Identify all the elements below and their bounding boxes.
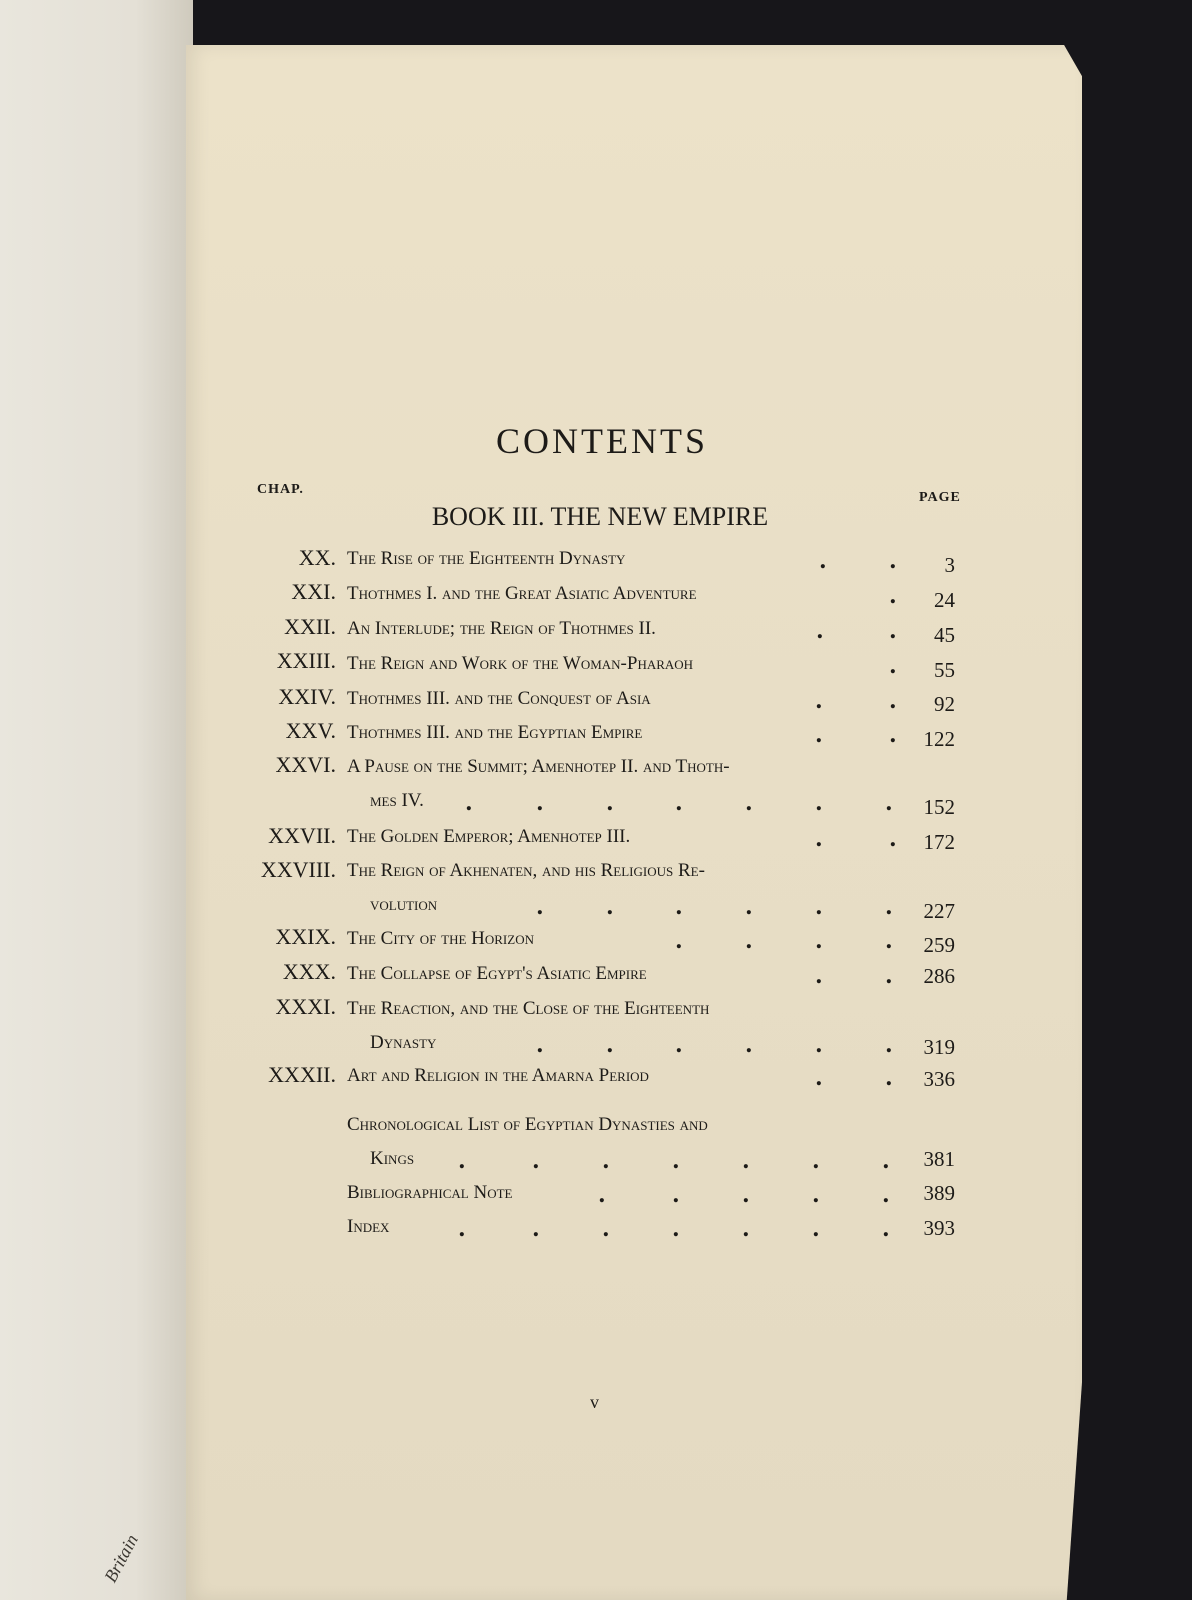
chapter-page: 152	[923, 795, 955, 819]
leader-dot: .	[598, 1182, 606, 1208]
leader-dot: .	[745, 928, 753, 954]
leader-dot: .	[675, 894, 683, 920]
chapter-title[interactable]: The Reign and Work of the Woman-Pharaoh	[347, 653, 694, 674]
leader-dot: .	[675, 790, 683, 816]
chapter-number: XXVII.	[268, 823, 336, 848]
chapter-page: 227	[923, 899, 955, 923]
leader-dot: .	[885, 1065, 893, 1091]
chapter-title-continued[interactable]: Dynasty	[370, 1032, 437, 1053]
backmatter-title[interactable]: Index	[347, 1216, 390, 1237]
leader-dot: .	[885, 963, 893, 989]
chapter-number: XXX.	[282, 959, 336, 984]
leader-dot: .	[602, 1148, 610, 1174]
chapter-title[interactable]: A Pause on the Summit; Amenhotep II. and Thoth-	[347, 756, 730, 777]
chapter-number: XXVI.	[275, 752, 336, 777]
leader-dot: .	[889, 618, 897, 644]
leader-dot: .	[536, 894, 544, 920]
chapter-title[interactable]: The Rise of the Eighteenth Dynasty	[347, 548, 626, 569]
leader-dot: .	[465, 790, 473, 816]
leader-dot: .	[812, 1182, 820, 1208]
chapter-number: XXVIII.	[260, 857, 336, 882]
chapter-number: XXII.	[284, 614, 336, 639]
chap-column-label: CHAP.	[257, 482, 304, 497]
chapter-page: 286	[923, 964, 955, 988]
leader-dot: .	[742, 1216, 750, 1242]
leader-dot: .	[532, 1148, 540, 1174]
leader-dot: .	[882, 1216, 890, 1242]
left-page-edge-text: Britain	[100, 1531, 142, 1586]
page-title: CONTENTS	[496, 421, 708, 461]
chapter-page: 319	[923, 1035, 955, 1059]
chapter-title[interactable]: The City of the Horizon	[347, 928, 534, 949]
leader-dot: .	[889, 653, 897, 679]
backmatter-title[interactable]: Bibliographical Note	[347, 1182, 513, 1203]
chapter-number: XXIX.	[275, 924, 336, 949]
chapter-page: 24	[934, 588, 955, 612]
chapter-title[interactable]: The Reaction, and the Close of the Eighteenth	[347, 998, 710, 1019]
leader-dot: .	[532, 1216, 540, 1242]
chapter-number: XXV.	[285, 718, 336, 743]
leader-dot: .	[815, 826, 823, 852]
chapter-title[interactable]: An Interlude; the Reign of Thothmes II.	[347, 618, 656, 639]
leader-dot: .	[672, 1148, 680, 1174]
chapter-title[interactable]: Thothmes III. and the Egyptian Empire	[347, 722, 643, 743]
leader-dot: .	[812, 1216, 820, 1242]
chapter-page: 172	[923, 830, 955, 854]
chapter-number: XXXI.	[275, 994, 336, 1019]
chapter-page: 55	[934, 658, 955, 682]
leader-dot: .	[815, 722, 823, 748]
leader-dot: .	[675, 928, 683, 954]
backmatter-page: 389	[923, 1181, 955, 1205]
leader-dot: .	[882, 1182, 890, 1208]
leader-dot: .	[672, 1216, 680, 1242]
backmatter-title-continued[interactable]: Kings	[370, 1148, 415, 1169]
chapter-number: XXXII.	[268, 1062, 336, 1087]
leader-dot: .	[812, 1148, 820, 1174]
leader-dot: .	[889, 548, 897, 574]
leader-dot: .	[815, 688, 823, 714]
leader-dot: .	[675, 1032, 683, 1058]
leader-dot: .	[885, 928, 893, 954]
leader-dot: .	[815, 928, 823, 954]
leader-dot: .	[889, 722, 897, 748]
chapter-title[interactable]: Art and Religion in the Amarna Period	[347, 1065, 649, 1086]
leader-dot: .	[672, 1182, 680, 1208]
chapter-title[interactable]: Thothmes I. and the Great Asiatic Adventure	[347, 583, 697, 604]
leader-dot: .	[745, 894, 753, 920]
leader-dot: .	[602, 1216, 610, 1242]
leader-dot: .	[742, 1182, 750, 1208]
leader-dot: .	[536, 790, 544, 816]
chapter-title[interactable]: Thothmes III. and the Conquest of Asia	[347, 688, 651, 709]
chapter-page: 336	[923, 1067, 955, 1091]
chapter-page: 45	[934, 623, 955, 647]
leader-dot: .	[745, 1032, 753, 1058]
leader-dot: .	[742, 1148, 750, 1174]
leader-dot: .	[815, 1065, 823, 1091]
chapter-number: XXI.	[291, 579, 336, 604]
chapter-number: XX.	[298, 545, 336, 570]
leader-dot: .	[815, 1032, 823, 1058]
leader-dot: .	[816, 618, 824, 644]
leader-dot: .	[815, 963, 823, 989]
leader-dot: .	[889, 688, 897, 714]
book-heading: BOOK III. THE NEW EMPIRE	[431, 502, 769, 531]
leader-dot: .	[536, 1032, 544, 1058]
leader-dot: .	[889, 826, 897, 852]
leader-dot: .	[745, 790, 753, 816]
chapter-title[interactable]: The Golden Emperor; Amenhotep III.	[347, 826, 631, 847]
leader-dot: .	[819, 548, 827, 574]
leader-dot: .	[458, 1148, 466, 1174]
chapter-title[interactable]: The Collapse of Egypt's Asiatic Empire	[347, 963, 647, 984]
chapter-title-continued[interactable]: volution	[370, 894, 438, 915]
leader-dot: .	[885, 894, 893, 920]
chapter-title-continued[interactable]: mes IV.	[370, 790, 424, 811]
left-page	[0, 0, 193, 1600]
leader-dot: .	[882, 1148, 890, 1174]
backmatter-page: 393	[923, 1216, 955, 1240]
backmatter-title[interactable]: Chronological List of Egyptian Dynasties and	[347, 1114, 708, 1135]
chapter-number: XXIV.	[278, 684, 336, 709]
leader-dot: .	[458, 1216, 466, 1242]
chapter-title[interactable]: The Reign of Akhenaten, and his Religious Re-	[347, 860, 705, 881]
backmatter-page: 381	[923, 1147, 955, 1171]
leader-dot: .	[815, 790, 823, 816]
chapter-page: 122	[923, 727, 955, 751]
leader-dot: .	[885, 790, 893, 816]
chapter-page: 3	[944, 553, 955, 577]
leader-dot: .	[606, 894, 614, 920]
chapter-number: XXIII.	[276, 648, 336, 673]
leader-dot: .	[889, 583, 897, 609]
chapter-page: 259	[923, 933, 955, 957]
leader-dot: .	[606, 790, 614, 816]
page-column-label: PAGE	[919, 490, 961, 505]
leader-dot: .	[606, 1032, 614, 1058]
chapter-page: 92	[934, 692, 955, 716]
leader-dot: .	[815, 894, 823, 920]
leader-dot: .	[885, 1032, 893, 1058]
page-folio: v	[590, 1392, 599, 1412]
